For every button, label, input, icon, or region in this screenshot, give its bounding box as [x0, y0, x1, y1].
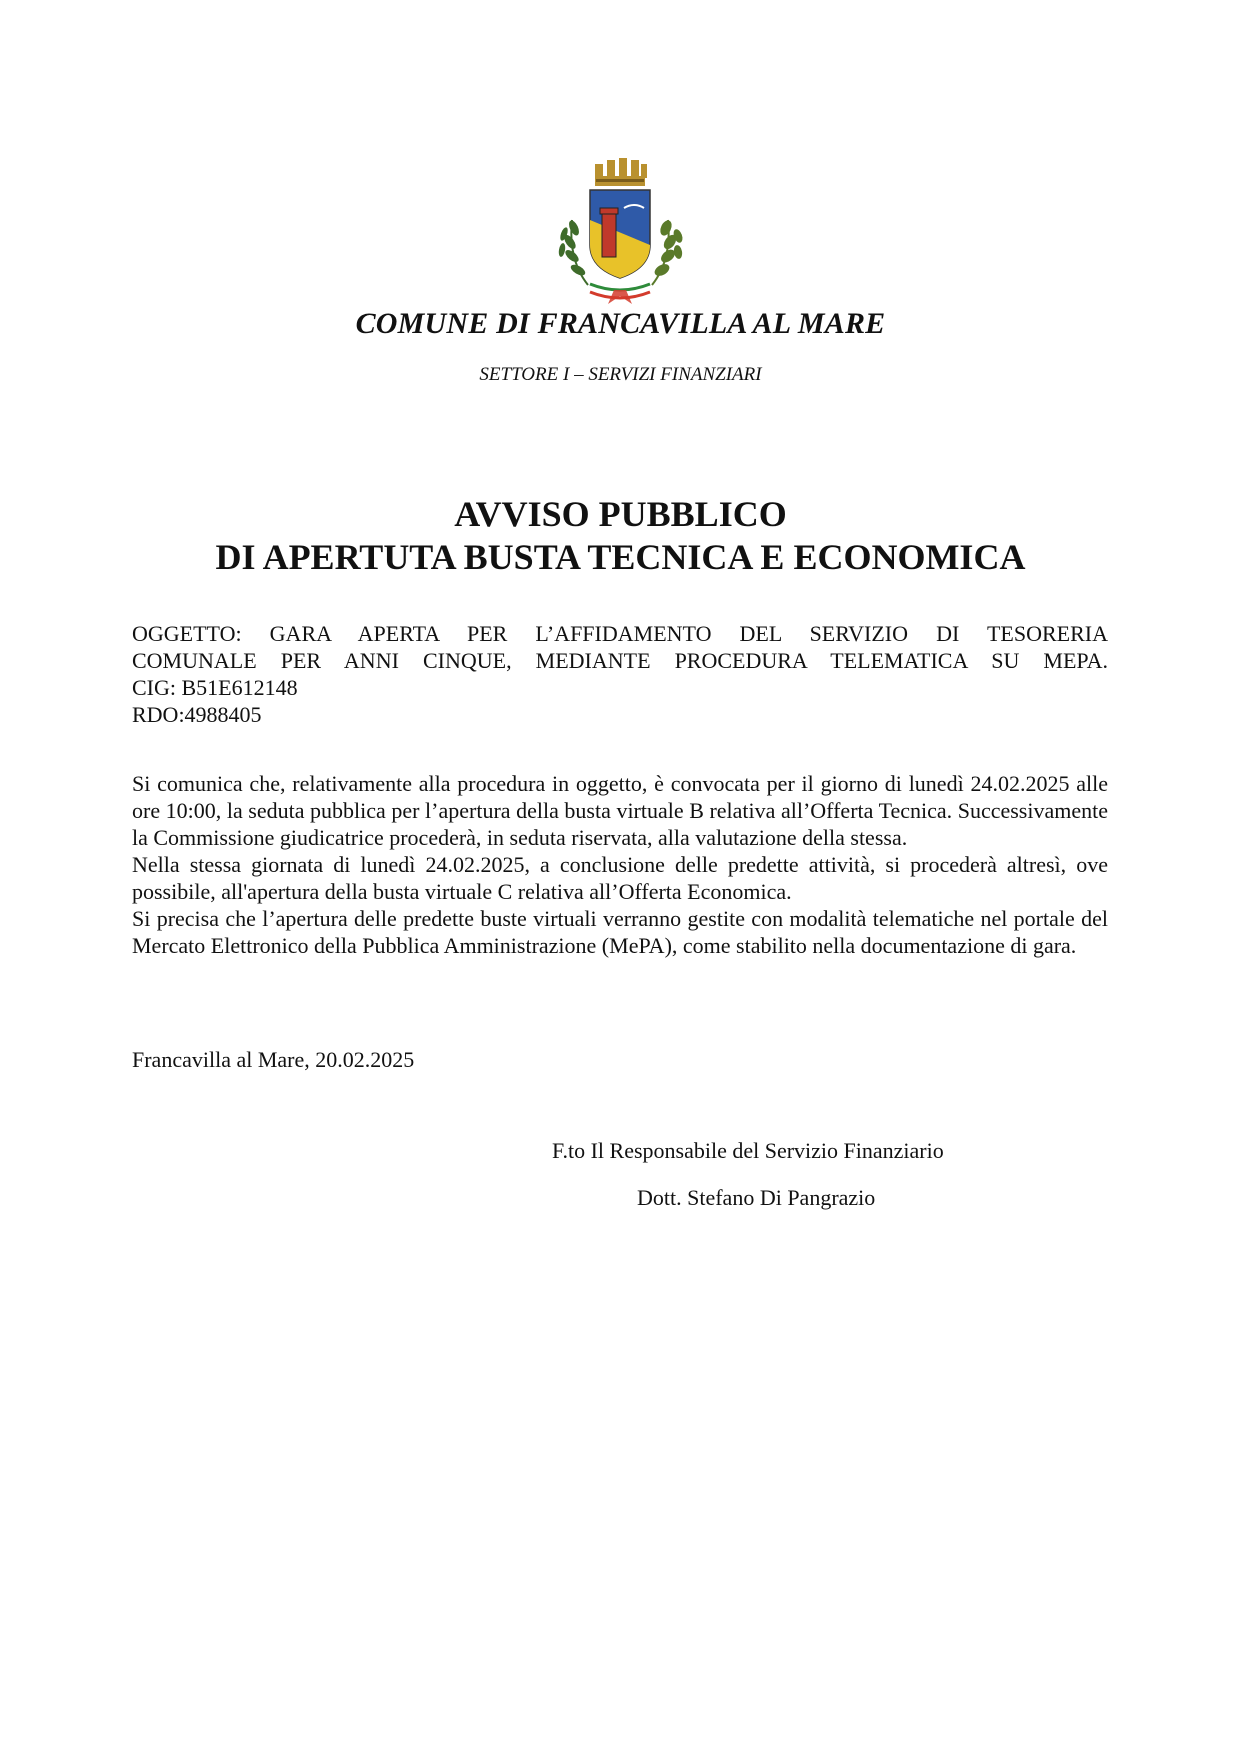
tricolor-ribbon-icon — [590, 284, 650, 304]
subject-block — [132, 620, 1108, 728]
signer-name: Dott. Stefano Di Pangrazio — [637, 1185, 876, 1210]
subject-line1: OGGETTO: GARA APERTA PER L’AFFIDAMENTO DEL SERVIZIO DI TESORERIA — [132, 621, 1108, 646]
body-paragraph-3: Si precisa che l’apertura delle predette buste virtuali verranno gestite con modalità telematiche nel portale del Mercato Elettronico della Pubblica Amministrazione (MePA), come stabilito nella documentazione di gara. — [132, 906, 1108, 958]
notice-title-line1: AVVISO PUBBLICO — [454, 494, 787, 534]
rdo-code: RDO:4988405 — [132, 702, 262, 727]
municipality-name: COMUNE DI FRANCAVILLA AL MARE — [355, 307, 886, 340]
place-date: Francavilla al Mare, 20.02.2025 — [132, 1047, 415, 1072]
cig-code: CIG: B51E612148 — [132, 675, 298, 700]
body-paragraph-1: Si comunica che, relativamente alla procedura in oggetto, è convocata per il giorno di lunedì 24.02.2025 alle ore 10:00, la seduta pubblica per l’apertura della busta virtuale B relativa all’Offerta Tecnica. Successivamente la Commissione giudicatrice procederà, in seduta riservata, alla valutazione della stessa. — [132, 771, 1108, 850]
laurel-branch-left-icon — [558, 219, 588, 285]
subject-line2: COMUNALE PER ANNI CINQUE, MEDIANTE PROCEDURA TELEMATICA SU MEPA. — [132, 648, 1108, 673]
coat-of-arms-icon — [550, 150, 690, 305]
crown-icon — [595, 158, 647, 186]
notice-body — [132, 770, 1108, 959]
shield-icon — [590, 190, 650, 278]
sector-name: SETTORE I – SERVIZI FINANZIARI — [479, 364, 762, 385]
notice-title-line2: DI APERTUTA BUSTA TECNICA E ECONOMICA — [215, 537, 1026, 577]
signer-role: F.to Il Responsabile del Servizio Finanziario — [552, 1138, 944, 1163]
body-paragraph-2: Nella stessa giornata di lunedì 24.02.2025, a conclusione delle predette attività, si procederà altresì, ove possibile, all'apertura della busta virtuale C relativa all’Offerta Economica. — [132, 852, 1108, 904]
oak-branch-right-icon — [652, 219, 684, 285]
